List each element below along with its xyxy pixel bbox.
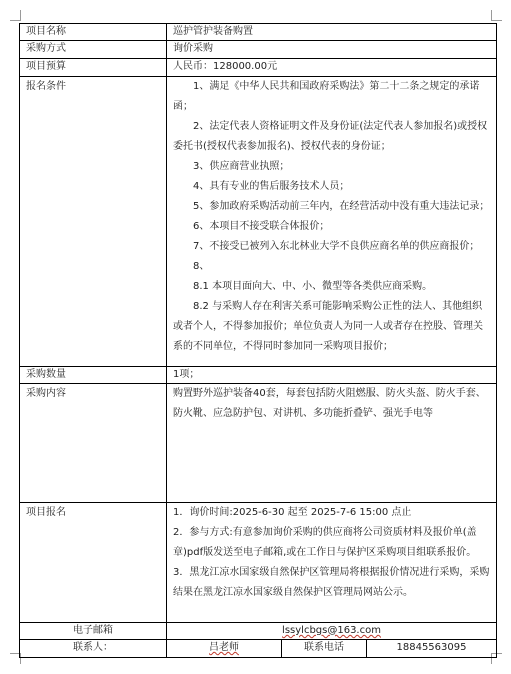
condition-item: 6、本项目不接受联合体报价；: [193, 221, 330, 232]
row-label: 报名条件: [20, 77, 167, 367]
table-row: [20, 623, 497, 640]
condition-item: 1、满足《中华人民共和国政府采购法》第二十二条之规定的承诺函；: [173, 81, 480, 112]
crop-mark-top-right: [491, 10, 502, 21]
row-label: 采购方式: [20, 41, 167, 59]
condition-item: 8.2 与采购人存在利害关系可能影响采购公正性的法人、其他组织或者个人，不得参加报价；单位负责人为同一人或者存在控股、管理关系的不同单位，不得同时参加同一采购项目报价；: [173, 301, 483, 352]
condition-item: 2、法定代表人资格证明文件及身份证(法定代表人参加报名)或授权委托书(授权代表参加报名)、授权代表的身份证；: [173, 121, 488, 152]
row-label: 项目预算: [20, 59, 167, 77]
procurement-table: [19, 23, 497, 658]
condition-item: 5、参加政府采购活动前三年内，在经营活动中没有重大违法记录；: [193, 201, 490, 212]
row-label: 项目名称: [20, 24, 167, 41]
procurement-method-value: 询价采购: [167, 41, 497, 59]
quantity-value: 1项；: [167, 367, 497, 384]
content-value: 购置野外巡护装备40套，每套包括防火阻燃服、防火头盔、防火手套、防火靴、应急防护包、对讲机、多功能折叠铲、强光手电等: [167, 384, 497, 503]
contact-name-text: 吕老师: [209, 642, 239, 653]
phone-label: 联系电话: [282, 640, 367, 658]
condition-item: 4、具有专业的售后服务技术人员；: [193, 181, 350, 192]
table-row: [20, 24, 497, 41]
table-row-signup: [20, 503, 497, 623]
crop-mark-top-left: [10, 10, 21, 21]
row-label: 采购数量: [20, 367, 167, 384]
contact-name: [167, 640, 282, 658]
phone-value: 18845563095: [367, 640, 497, 658]
budget-value: 人民币：128000.00元: [167, 59, 497, 77]
condition-item: 7、不接受已被列入东北林业大学不良供应商名单的供应商报价；: [193, 241, 480, 252]
row-label: 电子邮箱: [20, 623, 167, 640]
table-row-contact: [20, 640, 497, 658]
table-row: [20, 367, 497, 384]
table-row-conditions: [20, 77, 497, 367]
project-name-value: 巡护管护装备购置: [167, 24, 497, 41]
conditions-cell: [167, 77, 497, 367]
email-value: [167, 623, 497, 640]
signup-item: 1．询价时间:2025-6-30 起至 2025-7-6 15:00 点止: [173, 507, 412, 518]
row-label: 采购内容: [20, 384, 167, 503]
row-label: 项目报名: [20, 503, 167, 623]
table-row: [20, 59, 497, 77]
table-row: [20, 41, 497, 59]
signup-item: 2．参与方式:有意参加询价采购的供应商将公司资质材料及报价单(盖章)pdf版发送至电子邮箱,或在工作日与保护区采购项目组联系报价。: [173, 527, 477, 558]
condition-item: 8.1 本项目面向大、中、小、微型等各类供应商采购。: [193, 281, 433, 292]
signup-cell: [167, 503, 497, 623]
contact-label: 联系人：: [20, 640, 167, 658]
table-row: [20, 384, 497, 503]
signup-item: 3．黑龙江凉水国家级自然保护区管理局将根据报价情况进行采购，采购结果在黑龙江凉水国家级自然保护区管理局网站公示。: [173, 567, 490, 598]
email-text: lssylcbgs@163.com: [282, 625, 381, 636]
condition-item: 3、供应商营业执照；: [193, 161, 290, 172]
condition-item: 8、: [193, 261, 210, 272]
